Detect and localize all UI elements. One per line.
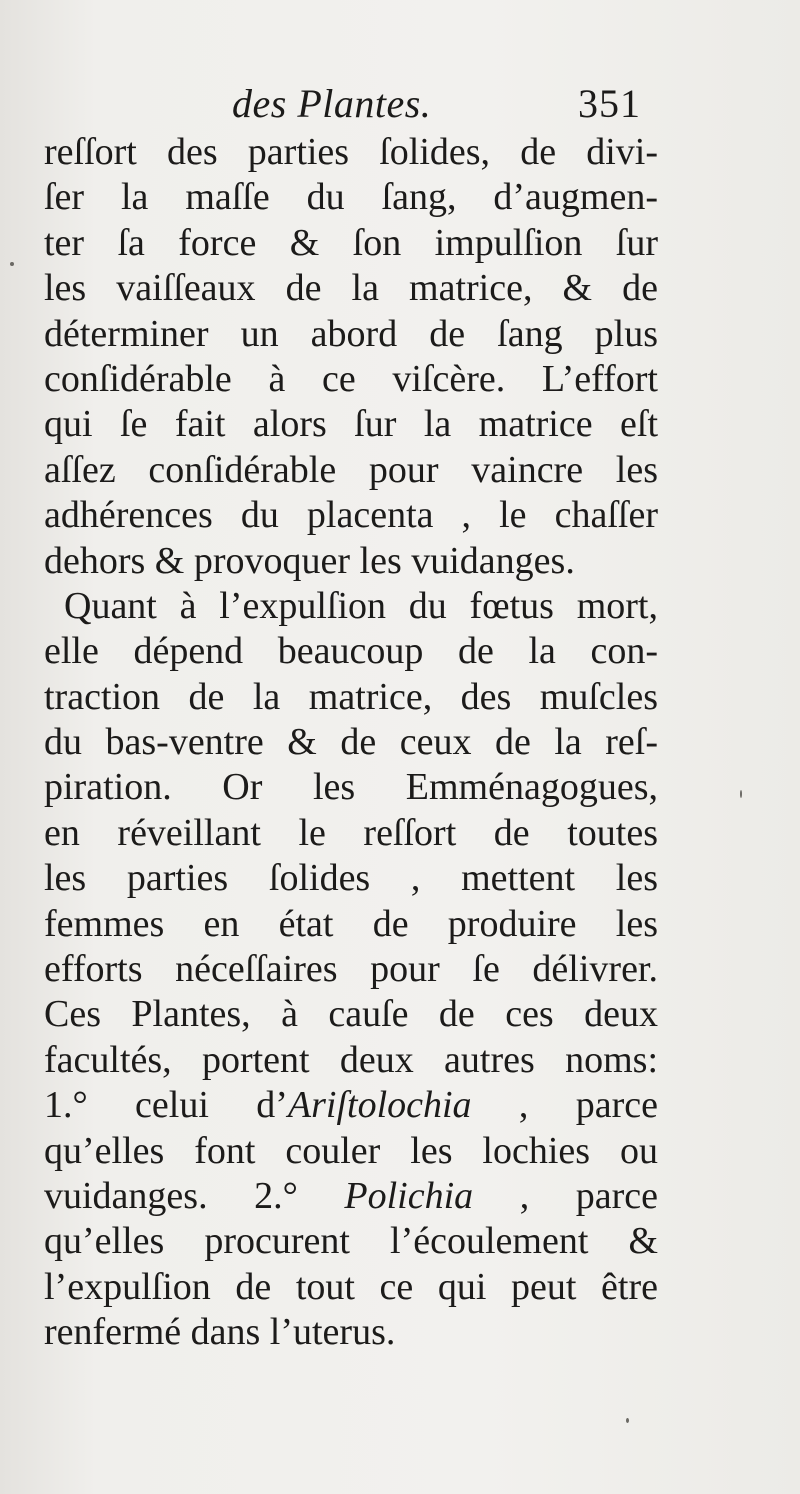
text-line: piration. Or les Emménagogues, [44,766,658,809]
text-line: femmes en état de produire les [44,902,658,945]
text-line: conſidérable à ce viſcère. L’effort [44,357,658,400]
text-run: , parce [473,1174,658,1217]
text-run: vuidanges. 2.° [44,1174,345,1217]
text-run: , parce [471,1084,658,1127]
text-line: en réveillant le reſſort de toutes [44,811,658,854]
text-line: qu’elles font couler les lochies ou [44,1129,658,1172]
text-line: dehors & provoquer les vuidanges. [44,539,575,582]
text-line: ſer la maſſe du ſang, d’augmen- [44,176,658,219]
text-line: adhérences du placenta , le chaſſer [44,494,658,537]
text-line: efforts néceſſaires pour ſe délivrer. [44,948,658,991]
italic-term: Polichia [344,1174,474,1217]
text-line: ter ſa force & ſon impulſion ſur [44,221,658,264]
italic-term: Ariſtolochia [287,1084,472,1127]
text-line: reſſort des parties ſolides, de divi- [44,131,658,173]
text-line: déterminer un abord de ſang plus [44,312,658,355]
paper-speck [626,1418,629,1423]
body-text [44,130,658,1356]
text-line: les parties ſolides , mettent les [44,857,658,900]
text-line: Quant à l’expulſion du fœtus mort, [64,584,658,627]
text-line: qui ſe fait alors ſur la matrice eſt [44,403,658,446]
text-line: traction de la matrice, des muſcles [44,675,658,718]
text-line: facultés, portent deux autres noms: [44,1038,658,1081]
text-line: du bas-ventre & de ceux de la reſ- [44,721,658,764]
text-line: elle dépend beaucoup de la con- [44,630,658,673]
text-line: qu’elles procurent l’écoulement & [44,1220,658,1263]
text-line [44,1174,658,1219]
text-line: les vaiſſeaux de la matrice, & de [44,267,658,310]
text-line: renfermé dans l’uterus. [44,1311,396,1354]
paper-speck [740,790,742,798]
page-number: 351 [578,81,641,126]
running-head [0,72,800,132]
text-line: aſſez conſidérable pour vaincre les [44,448,658,491]
text-line [44,1083,658,1128]
paper-speck [10,262,14,266]
running-title: des Plantes. [232,81,432,126]
text-run: 1.° celui d’ [44,1084,288,1127]
text-line: l’expulſion de tout ce qui peut être [44,1265,658,1308]
text-line: Ces Plantes, à cauſe de ces deux [44,993,658,1036]
